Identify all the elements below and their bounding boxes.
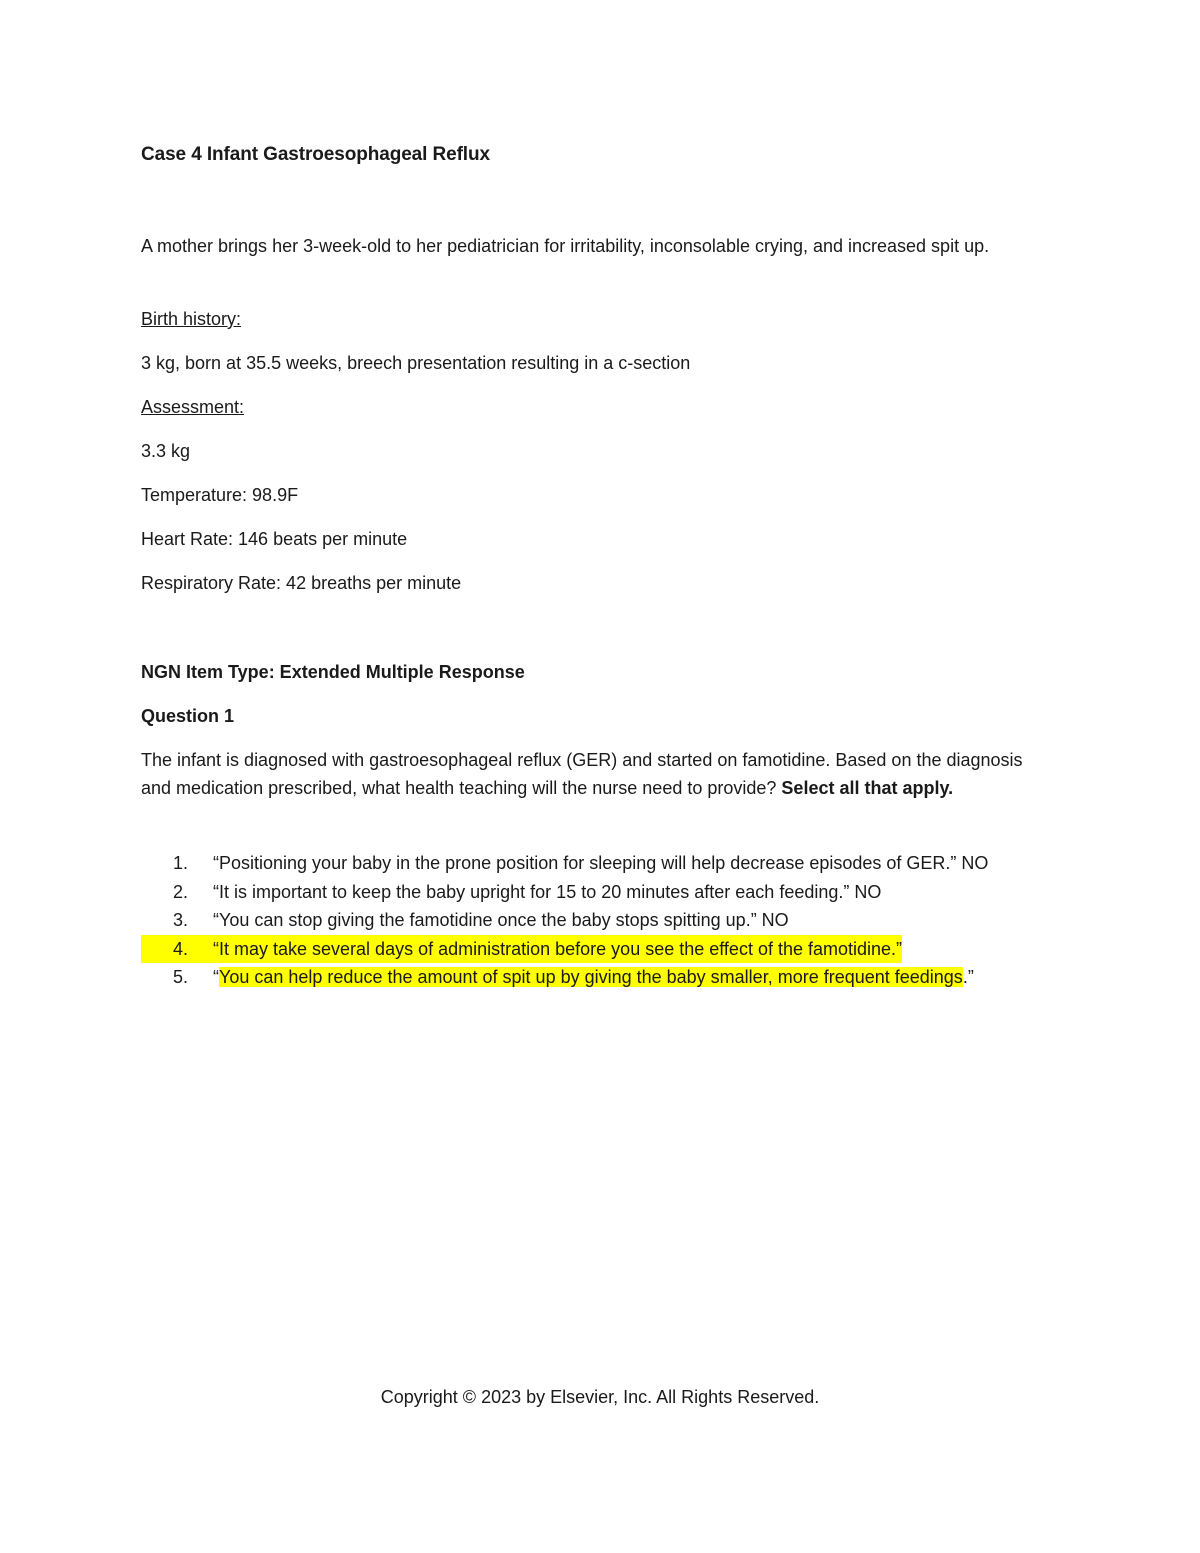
answer-option[interactable] [141,878,1101,907]
question-instruction: Select all that apply. [781,778,954,798]
option-text [213,963,974,992]
copyright-footer: Copyright © 2023 by Elsevier, Inc. All Rights Reserved. [380,1387,820,1407]
answer-option-highlighted[interactable] [141,963,1101,992]
option-text: “You can stop giving the famotidine once the baby stops spitting up.” NO [213,910,789,930]
answer-options-list [141,849,1101,992]
assessment-heading-text: Assessment: [141,397,245,417]
option-number: 2. [173,881,189,902]
question-stem [141,746,1031,802]
option-text: “Positioning your baby in the prone position for sleeping will help decrease episodes of GER.” NO [213,853,989,873]
answer-option[interactable] [141,906,1101,935]
option-open-quote: “ [213,967,219,987]
assessment-respiratory-rate: Respiratory Rate: 42 breaths per minute [141,573,462,593]
assessment-heading [141,393,1061,421]
item-type-label: NGN Item Type: Extended Multiple Response [141,662,525,682]
assessment-weight: 3.3 kg [141,441,191,461]
answer-option[interactable] [141,849,1101,878]
option-number: 1. [173,853,189,873]
answer-option-highlighted[interactable] [141,935,1101,964]
option-number: 5. [173,967,189,987]
assessment-heart-rate: Heart Rate: 146 beats per minute [141,529,408,549]
assessment-temperature: Temperature: 98.9F [141,485,299,505]
birth-history-heading [141,305,1061,333]
question-label: Question 1 [141,706,235,726]
option-text: “It may take several days of administration before you see the effect of the famotidine.” [213,935,902,964]
birth-history-text: 3 kg, born at 35.5 weeks, breech presentation resulting in a c-section [141,353,691,373]
option-text: “It is important to keep the baby upright for 15 to 20 minutes after each feeding.” NO [213,881,882,902]
option-close-quote: .” [962,967,974,987]
birth-history-heading-text: Birth history: [141,309,242,329]
option-number: 3. [173,910,189,930]
option-number: 4. [141,935,213,964]
document-title: Case 4 Infant Gastroesophageal Reflux [141,144,490,165]
option-highlighted-text: You can help reduce the amount of spit up by giving the baby smaller, more frequent feedings [219,967,963,987]
intro-paragraph: A mother brings her 3-week-old to her pediatrician for irritability, inconsolable crying, and increased spit up. [141,236,990,256]
question-stem-text: The infant is diagnosed with gastroesophageal reflux (GER) and started on famotidine. Based on the diagnosis and medication prescribed, what health teaching will the nurse need to provide? [141,750,1023,798]
